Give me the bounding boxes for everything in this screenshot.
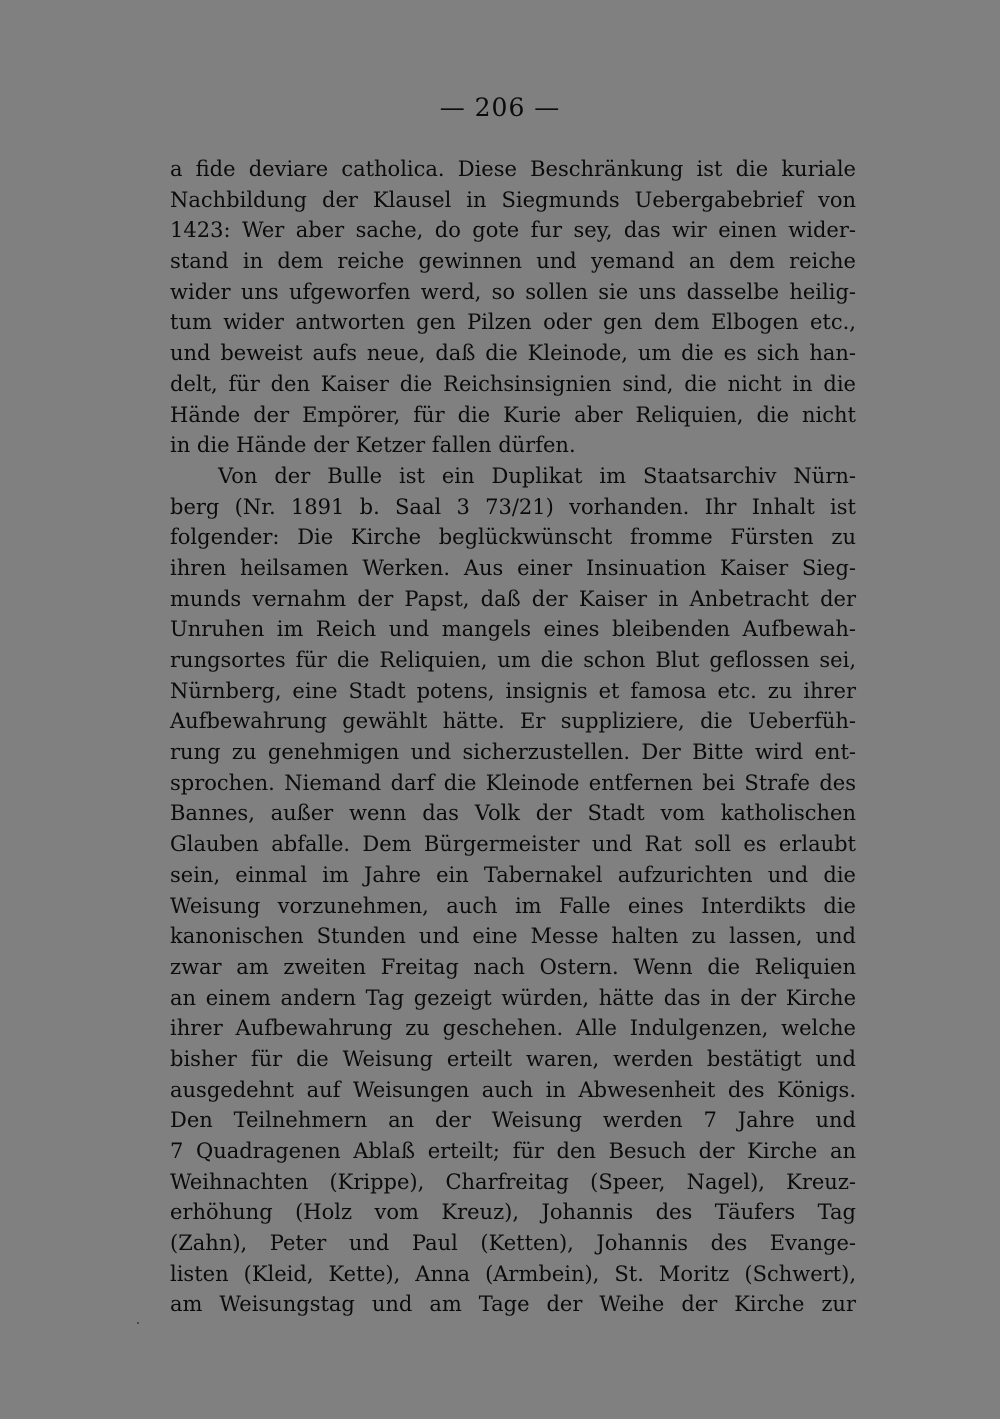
text-line: listen (Kleid, Kette), Anna (Armbein), St. Moritz (Schwert), [170,1261,856,1286]
text-line: ihrer Aufbewahrung zu geschehen. Alle Indulgenzen, welche [170,1016,856,1041]
text-line: Nachbildung der Klausel in Siegmunds Uebergabebrief von [170,187,856,212]
text-line: kanonischen Stunden und eine Messe halten zu lassen, und [170,924,856,949]
text-line: Bannes, außer wenn das Volk der Stadt vom katholischen [170,801,856,826]
text-line: Unruhen im Reich und mangels eines bleibenden Aufbewah- [170,617,856,642]
text-line: Glauben abfalle. Dem Bürgermeister und Rat soll es erlaubt [170,832,856,857]
text-line: Hände der Empörer, für die Kurie aber Reliquien, die nicht [170,402,856,427]
text-line: 7 Quadragenen Ablaß erteilt; für den Besuch der Kirche an [170,1139,856,1163]
text-line: tum wider antworten gen Pilzen oder gen dem Elbogen etc., [170,310,856,335]
text-line: 1423: Wer aber sache, do gote fur sey, das wir einen wider- [170,218,856,243]
text-line: stand in dem reiche gewinnen und yemand an dem reiche [170,249,856,274]
text-line: sprochen. Niemand darf die Kleinode entfernen bei Strafe des [170,770,856,795]
text-line: folgender: Die Kirche beglückwünscht fromme Fürsten zu [170,525,856,550]
text-line: (Zahn), Peter und Paul (Ketten), Johannis des Evange- [170,1231,856,1256]
text-line: ihren heilsamen Werken. Aus einer Insinuation Kaiser Sieg- [170,555,856,580]
text-line: rung zu genehmigen und sicherzustellen. Der Bitte wird ent- [170,740,856,765]
text-line: delt, für den Kaiser die Reichsinsignien sind, die nicht in die [170,371,856,396]
text-line: erhöhung (Holz vom Kreuz), Johannis des Täufers Tag [170,1200,856,1225]
text-line: berg (Nr. 1891 b. Saal 3 73/21) vorhanden. Ihr Inhalt ist [170,494,856,519]
page-number: — 206 — [439,93,561,122]
text-line: rungsortes für die Reliquien, um die schon Blut geflossen sei, [170,648,856,672]
text-line: Nürnberg, eine Stadt potens, insignis et famosa etc. zu ihrer [170,678,856,703]
text-line: Aufbewahrung gewählt hätte. Er suppliziere, die Ueberfüh- [170,709,856,734]
text-line: bisher für die Weisung erteilt waren, werden bestätigt und [170,1046,856,1071]
text-line: a fide deviare catholica. Diese Beschränkung ist die kuriale [170,157,856,181]
text-line: Den Teilnehmern an der Weisung werden 7 Jahre und [170,1108,856,1133]
text-line: sein, einmal im Jahre ein Tabernakel aufzurichten und die [170,862,856,887]
paragraph-end-line: in die Hände der Ketzer fallen dürfen. [170,433,576,458]
text-line: an einem andern Tag gezeigt würden, hätte das in der Kirche [170,985,856,1010]
text-line: am Weisungstag und am Tage der Weihe der Kirche zur [170,1292,856,1317]
text-line: wider uns ufgeworfen werd, so sollen sie uns dasselbe heilig- [170,279,856,304]
text-line: und beweist aufs neue, daß die Kleinode, um die es sich han- [170,341,856,366]
body-text [170,154,856,1320]
margin-speck [137,1322,139,1324]
text-line: ausgedehnt auf Weisungen auch in Abwesenheit des Königs. [170,1077,856,1102]
text-line: Weisung vorzunehmen, auch im Falle eines Interdikts die [170,893,856,918]
paragraph-start-line: Von der Bulle ist ein Duplikat im Staatsarchiv Nürn- [218,463,856,488]
text-line: munds vernahm der Papst, daß der Kaiser in Anbetracht der [170,586,856,611]
text-line: Weihnachten (Krippe), Charfreitag (Speer, Nagel), Kreuz- [170,1169,856,1194]
text-line: zwar am zweiten Freitag nach Ostern. Wenn die Reliquien [170,954,856,979]
